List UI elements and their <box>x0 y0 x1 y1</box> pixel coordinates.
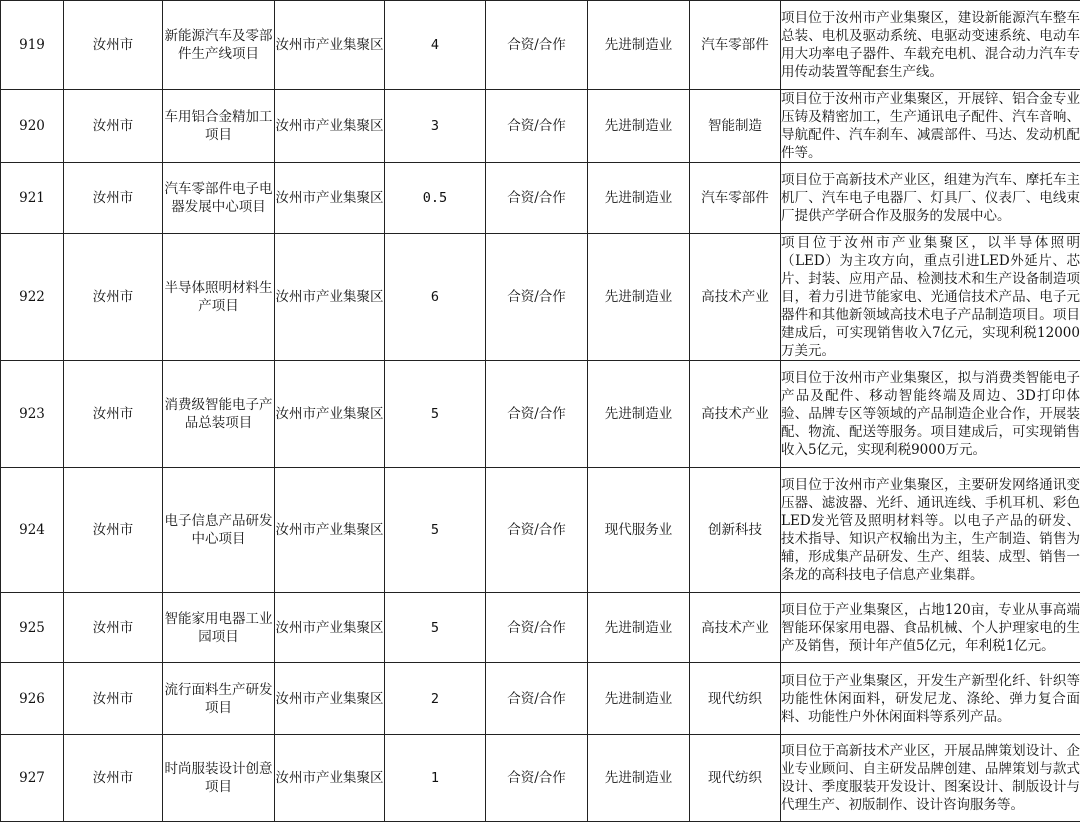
city-cell: 汝州市 <box>64 361 163 468</box>
table-body <box>1 1 1080 822</box>
cooperation-mode-cell: 合资/合作 <box>486 163 588 234</box>
location-cell: 汝州市产业集聚区 <box>275 361 385 468</box>
row-number-cell: 925 <box>1 593 64 663</box>
cooperation-mode-cell: 合资/合作 <box>486 234 588 361</box>
row-number-cell: 919 <box>1 1 64 90</box>
row-number-cell: 921 <box>1 163 64 234</box>
category-cell: 高技术产业 <box>690 593 781 663</box>
table-row <box>1 468 1080 593</box>
cooperation-mode-cell: 合资/合作 <box>486 1 588 90</box>
cooperation-mode-cell: 合资/合作 <box>486 663 588 735</box>
table-row <box>1 735 1080 822</box>
industry-cell: 先进制造业 <box>588 361 690 468</box>
description-cell: 项目位于高新技术产业区，组建为汽车、摩托车主机厂、汽车电子电器厂、灯具厂、仪表厂、电线束厂提供产学研合作及服务的发展中心。 <box>781 163 1080 234</box>
city-cell: 汝州市 <box>64 1 163 90</box>
project-name-cell: 半导体照明材料生产项目 <box>163 234 275 361</box>
investment-cell: 5 <box>385 593 486 663</box>
industry-cell: 先进制造业 <box>588 663 690 735</box>
location-cell: 汝州市产业集聚区 <box>275 234 385 361</box>
project-name-cell: 新能源汽车及零部件生产线项目 <box>163 1 275 90</box>
investment-cell: 3 <box>385 90 486 163</box>
category-cell: 汽车零部件 <box>690 1 781 90</box>
table-row <box>1 663 1080 735</box>
project-name-cell: 流行面料生产研发项目 <box>163 663 275 735</box>
table-row <box>1 234 1080 361</box>
description-cell: 项目位于产业集聚区，开发生产新型化纤、针织等功能性休闲面料，研发尼龙、涤纶、弹力复合面料、功能性户外休闲面料等系列产品。 <box>781 663 1080 735</box>
category-cell: 现代纺织 <box>690 663 781 735</box>
cooperation-mode-cell: 合资/合作 <box>486 468 588 593</box>
description-cell: 项目位于汝州市产业集聚区，主要研发网络通讯变压器、滤波器、光纤、通讯连线、手机耳机、彩色LED发光管及照明材料等。以电子产品的研发、技术指导、知识产权输出为主，生产制造、销售为辅，形成集产品研发、生产、组装、成型、销售一条龙的高科技电子信息产业集群。 <box>781 468 1080 593</box>
location-cell: 汝州市产业集聚区 <box>275 90 385 163</box>
investment-cell: 4 <box>385 1 486 90</box>
description-cell: 项目位于汝州市产业集聚区，开展锌、铝合金专业压铸及精密加工，生产通讯电子配件、汽车音响、导航配件、汽车刹车、减震部件、马达、发动机配件等。 <box>781 90 1080 163</box>
city-cell: 汝州市 <box>64 593 163 663</box>
description-cell: 项目位于汝州市产业集聚区，建设新能源汽车整车总装、电机及驱动系统、电驱动变速系统、电动车用大功率电子器件、车载充电机、混合动力汽车专用传动装置等配套生产线。 <box>781 1 1080 90</box>
project-name-cell: 智能家用电器工业园项目 <box>163 593 275 663</box>
investment-cell: 0.5 <box>385 163 486 234</box>
city-cell: 汝州市 <box>64 234 163 361</box>
investment-cell: 6 <box>385 234 486 361</box>
investment-cell: 1 <box>385 735 486 822</box>
category-cell: 高技术产业 <box>690 234 781 361</box>
category-cell: 现代纺织 <box>690 735 781 822</box>
project-name-cell: 车用铝合金精加工项目 <box>163 90 275 163</box>
description-cell: 项目位于汝州市产业集聚区，以半导体照明（LED）为主攻方向，重点引进LED外延片、芯片、封装、应用产品、检测技术和生产设备制造项目，着力引进节能家电、光通信技术产品、电子元器件和其他新领域高技术电子产品制造项目。项目建成后，可实现销售收入7亿元，实现利税12000万美元。 <box>781 234 1080 361</box>
city-cell: 汝州市 <box>64 90 163 163</box>
industry-cell: 先进制造业 <box>588 593 690 663</box>
table-row <box>1 163 1080 234</box>
city-cell: 汝州市 <box>64 163 163 234</box>
industry-cell: 先进制造业 <box>588 1 690 90</box>
category-cell: 创新科技 <box>690 468 781 593</box>
description-cell: 项目位于汝州市产业集聚区，拟与消费类智能电子产品及配件、移动智能终端及周边、3D打印体验、品牌专区等领域的产品制造企业合作，开展装配、物流、配送等服务。项目建成后，可实现销售收入5亿元，实现利税9000万元。 <box>781 361 1080 468</box>
row-number-cell: 920 <box>1 90 64 163</box>
row-number-cell: 924 <box>1 468 64 593</box>
table-row <box>1 90 1080 163</box>
industry-cell: 先进制造业 <box>588 90 690 163</box>
row-number-cell: 923 <box>1 361 64 468</box>
cooperation-mode-cell: 合资/合作 <box>486 90 588 163</box>
industry-cell: 先进制造业 <box>588 234 690 361</box>
location-cell: 汝州市产业集聚区 <box>275 163 385 234</box>
table-row <box>1 361 1080 468</box>
industry-cell: 先进制造业 <box>588 163 690 234</box>
category-cell: 汽车零部件 <box>690 163 781 234</box>
investment-cell: 2 <box>385 663 486 735</box>
location-cell: 汝州市产业集聚区 <box>275 663 385 735</box>
city-cell: 汝州市 <box>64 663 163 735</box>
cooperation-mode-cell: 合资/合作 <box>486 735 588 822</box>
investment-cell: 5 <box>385 361 486 468</box>
investment-cell: 5 <box>385 468 486 593</box>
industry-cell: 先进制造业 <box>588 735 690 822</box>
project-name-cell: 消费级智能电子产品总装项目 <box>163 361 275 468</box>
description-cell: 项目位于产业集聚区，占地120亩，专业从事高端智能环保家用电器、食品机械、个人护理家电的生产及销售，预计年产值5亿元，年利税1亿元。 <box>781 593 1080 663</box>
city-cell: 汝州市 <box>64 735 163 822</box>
project-name-cell: 汽车零部件电子电器发展中心项目 <box>163 163 275 234</box>
row-number-cell: 926 <box>1 663 64 735</box>
cooperation-mode-cell: 合资/合作 <box>486 361 588 468</box>
location-cell: 汝州市产业集聚区 <box>275 1 385 90</box>
location-cell: 汝州市产业集聚区 <box>275 468 385 593</box>
category-cell: 智能制造 <box>690 90 781 163</box>
cooperation-mode-cell: 合资/合作 <box>486 593 588 663</box>
category-cell: 高技术产业 <box>690 361 781 468</box>
location-cell: 汝州市产业集聚区 <box>275 735 385 822</box>
description-cell: 项目位于高新技术产业区，开展品牌策划设计、企业专业顾问、自主研发品牌创建、品牌策划与款式设计、季度服装开发设计、图案设计、制版设计与代理生产、初版制作、设计咨询服务等。 <box>781 735 1080 822</box>
project-name-cell: 时尚服装设计创意项目 <box>163 735 275 822</box>
row-number-cell: 927 <box>1 735 64 822</box>
location-cell: 汝州市产业集聚区 <box>275 593 385 663</box>
table-row <box>1 1 1080 90</box>
row-number-cell: 922 <box>1 234 64 361</box>
table-row <box>1 593 1080 663</box>
project-name-cell: 电子信息产品研发中心项目 <box>163 468 275 593</box>
city-cell: 汝州市 <box>64 468 163 593</box>
industry-cell: 现代服务业 <box>588 468 690 593</box>
